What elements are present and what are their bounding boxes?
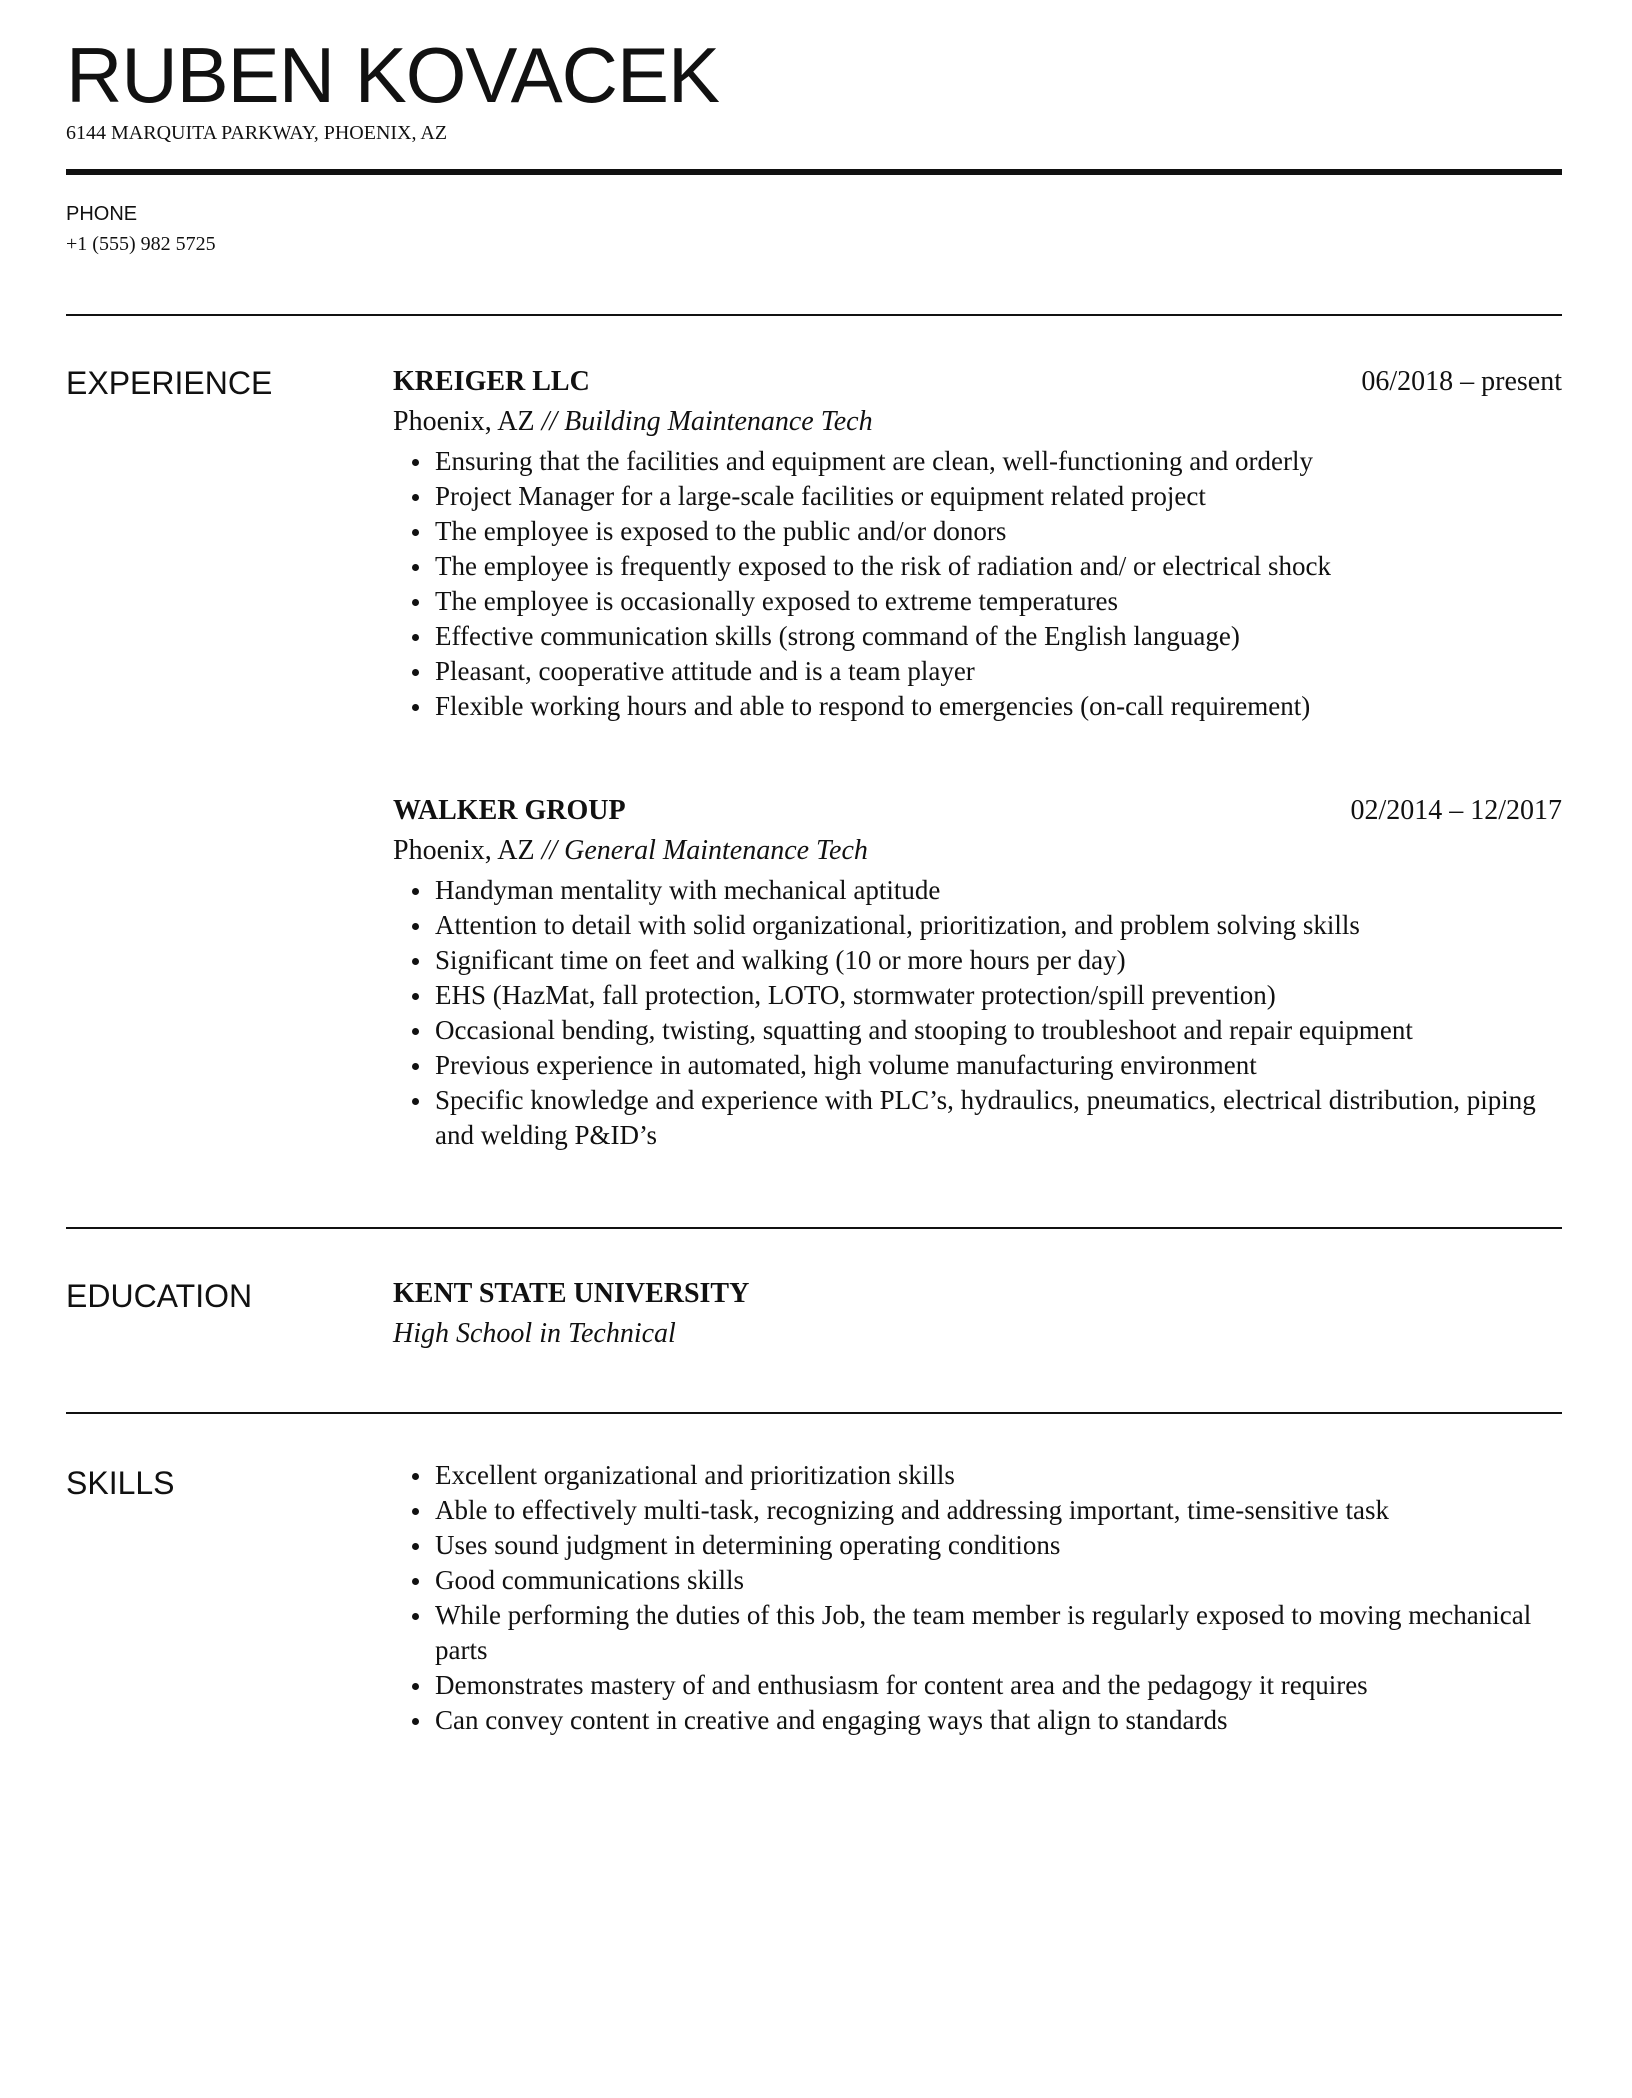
job-dates: 06/2018 – present xyxy=(1361,366,1562,397)
bullet-icon xyxy=(412,958,419,965)
list-item xyxy=(393,908,1562,943)
list-item-text: Ensuring that the facilities and equipment are clean, well-functioning and orderly xyxy=(435,446,1313,476)
degree: High School in Technical xyxy=(393,1318,676,1349)
list-item xyxy=(393,654,1562,689)
job-entry xyxy=(393,791,1562,1153)
list-item-text: Can convey content in creative and engaging ways that align to standards xyxy=(435,1705,1228,1735)
bullet-icon xyxy=(412,669,419,676)
list-item-text: The employee is frequently exposed to the risk of radiation and/ or electrical shock xyxy=(435,551,1331,581)
skills-list xyxy=(393,1458,1562,1738)
list-item xyxy=(393,444,1562,479)
list-item xyxy=(393,1083,1562,1153)
bullet-icon xyxy=(412,1473,419,1480)
list-item-text: Pleasant, cooperative attitude and is a team player xyxy=(435,656,975,686)
list-item-text: Occasional bending, twisting, squatting and stooping to troubleshoot and repair equipment xyxy=(435,1015,1413,1045)
section-divider xyxy=(66,1227,1562,1229)
education-entry xyxy=(393,1274,1562,1354)
job-separator: // xyxy=(541,835,558,866)
list-item-text: Good communications skills xyxy=(435,1565,744,1595)
candidate-name: RUBEN KOVACEK xyxy=(66,31,720,119)
education-heading: EDUCATION xyxy=(66,1278,253,1314)
bullet-icon xyxy=(412,529,419,536)
experience-heading: EXPERIENCE xyxy=(66,365,273,401)
bullet-icon xyxy=(412,564,419,571)
list-item-text: The employee is occasionally exposed to extreme temperatures xyxy=(435,586,1118,616)
address: 6144 MARQUITA PARKWAY, PHOENIX, AZ xyxy=(66,122,448,144)
bullet-icon xyxy=(412,704,419,711)
job-role: Building Maintenance Tech xyxy=(564,406,873,437)
skills-heading: SKILLS xyxy=(66,1465,175,1501)
bullet-icon xyxy=(412,993,419,1000)
list-item xyxy=(393,549,1562,584)
list-item xyxy=(393,584,1562,619)
list-item xyxy=(393,1528,1562,1563)
section-divider xyxy=(66,1412,1562,1414)
bullet-icon xyxy=(412,1028,419,1035)
list-item xyxy=(393,689,1562,724)
bullet-icon xyxy=(412,459,419,466)
job-entry xyxy=(393,362,1562,724)
list-item-text: Flexible working hours and able to respond to emergencies (on-call requirement) xyxy=(435,691,1311,721)
list-item-text: Effective communication skills (strong command of the English language) xyxy=(435,621,1240,651)
list-item-text: Handyman mentality with mechanical aptitude xyxy=(435,875,941,905)
bullet-icon xyxy=(412,1683,419,1690)
job-dates: 02/2014 – 12/2017 xyxy=(1350,795,1562,826)
job-location: Phoenix, AZ xyxy=(393,406,535,437)
list-item-text: Specific knowledge and experience with PLC’s, hydraulics, pneumatics, electrical distribution, piping and welding P&ID’s xyxy=(435,1085,1536,1150)
job-location: Phoenix, AZ xyxy=(393,835,535,866)
list-item xyxy=(393,873,1562,908)
bullet-icon xyxy=(412,1508,419,1515)
job-role: General Maintenance Tech xyxy=(564,835,868,866)
list-item-text: Uses sound judgment in determining operating conditions xyxy=(435,1530,1061,1560)
bullet-icon xyxy=(412,1613,419,1620)
phone-label: PHONE xyxy=(66,203,138,225)
bullet-icon xyxy=(412,1718,419,1725)
skills-entry xyxy=(393,1458,1562,1738)
job-separator: // xyxy=(541,406,558,437)
list-item xyxy=(393,943,1562,978)
list-item xyxy=(393,619,1562,654)
list-item xyxy=(393,1013,1562,1048)
job-duties-list xyxy=(393,444,1562,724)
bullet-icon xyxy=(412,1578,419,1585)
list-item-text: Excellent organizational and prioritization skills xyxy=(435,1460,955,1490)
list-item xyxy=(393,514,1562,549)
list-item xyxy=(393,1458,1562,1493)
job-duties-list xyxy=(393,873,1562,1153)
list-item xyxy=(393,978,1562,1013)
list-item-text: The employee is exposed to the public and/or donors xyxy=(435,516,1007,546)
list-item xyxy=(393,479,1562,514)
bullet-icon xyxy=(412,923,419,930)
bullet-icon xyxy=(412,1098,419,1105)
list-item xyxy=(393,1493,1562,1528)
list-item xyxy=(393,1598,1562,1668)
list-item-text: Able to effectively multi-task, recognizing and addressing important, time-sensitive task xyxy=(435,1495,1390,1525)
bullet-icon xyxy=(412,494,419,501)
list-item xyxy=(393,1703,1562,1738)
job-company: KREIGER LLC xyxy=(393,366,590,397)
bullet-icon xyxy=(412,888,419,895)
header-divider xyxy=(66,169,1562,175)
list-item-text: EHS (HazMat, fall protection, LOTO, stormwater protection/spill prevention) xyxy=(435,980,1276,1010)
list-item-text: Significant time on feet and walking (10 or more hours per day) xyxy=(435,945,1126,975)
list-item xyxy=(393,1563,1562,1598)
list-item-text: Previous experience in automated, high volume manufacturing environment xyxy=(435,1050,1257,1080)
phone-number: +1 (555) 982 5725 xyxy=(66,233,216,255)
job-company: WALKER GROUP xyxy=(393,795,626,826)
list-item xyxy=(393,1668,1562,1703)
bullet-icon xyxy=(412,634,419,641)
list-item-text: Project Manager for a large-scale facilities or equipment related project xyxy=(435,481,1206,511)
bullet-icon xyxy=(412,1063,419,1070)
list-item-text: Demonstrates mastery of and enthusiasm for content area and the pedagogy it requires xyxy=(435,1670,1368,1700)
list-item-text: While performing the duties of this Job, the team member is regularly exposed to moving mechanical parts xyxy=(435,1600,1532,1665)
list-item-text: Attention to detail with solid organizational, prioritization, and problem solving skills xyxy=(435,910,1360,940)
bullet-icon xyxy=(412,599,419,606)
bullet-icon xyxy=(412,1543,419,1550)
list-item xyxy=(393,1048,1562,1083)
section-divider xyxy=(66,314,1562,316)
school-name: KENT STATE UNIVERSITY xyxy=(393,1278,750,1309)
